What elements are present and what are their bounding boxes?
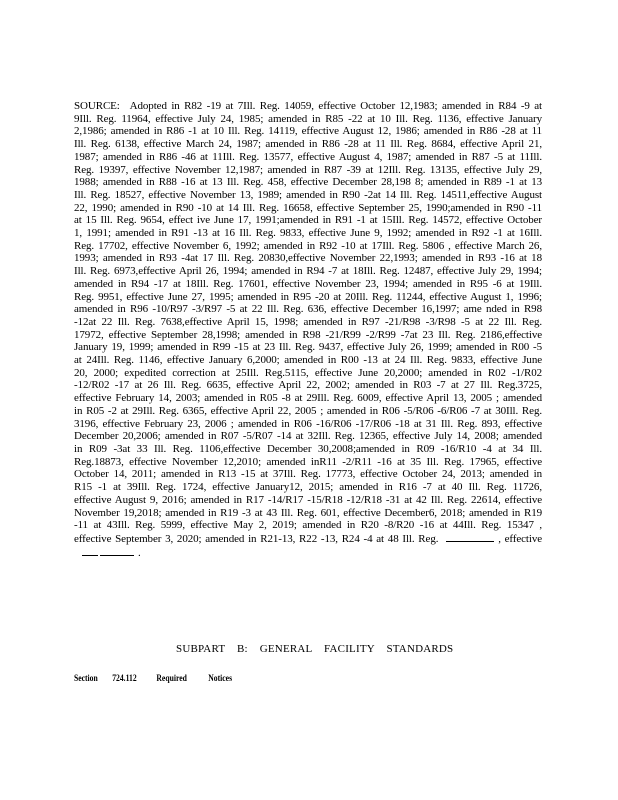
effective-date-blank-short (82, 546, 98, 556)
section-title-word-1: Required (156, 673, 187, 683)
subpart-heading: SUBPART B: GENERAL FACILITY STANDARDS (176, 643, 454, 655)
section-heading (0, 673, 525, 687)
section-label: Section (73, 673, 98, 683)
source-label: SOURCE: (74, 100, 120, 112)
source-tail-end: . (138, 546, 141, 559)
source-history-text: Adopted in R82 -19 at 7Ill. Reg. 14059, effective October 12,1983; amended in R84 -9 at 9Ill. Reg. 11964, effective July 24, 1985; amended in R85 -22 at 10 Ill. Reg. 1136, effective January 2,1986; amended in R86 -1 at 10 Ill. Reg. 14119, effective August 12, 1986; amended in R86 -28 at 11 Ill. Reg. 6138, effective March 24, 1987; amended in R86 -28 at 11 Ill. Reg. 8684, effective April 21, 1987; amended in R86 -46 at 11Ill. Reg. 13577, effective August 4, 1987; amended in R87 -5 at 11Ill. Reg. 19397, effective November 12,1987; amended in R87 -39 at 12Ill. Reg. 13135, effective July 29, 1988; amended in R88 -16 at 13 Ill. Reg. 458, effective December 28,198 8; amended in R89 -1 at 13 Ill. Reg. 18527, effective November 13, 1989; amended in R90 -2at 14 Ill. Reg. 14511,effective August 22, 1990; amended in R90 -10 at 14 Ill. Reg. 16658, effective September 25, 1990;amended in R90 -11 at 15 Ill. Reg. 9654, effect ive June 17, 1991;amended in R91 -1 at 15Ill. Reg. 14572, effective October 1, 1991; amended in R91 -13 at 16 Ill. Reg. 9833, effective June 9, 1992; amended in R92 -1 at 16Ill. Reg. 17702, effective November 6, 1992; amended in R92 -10 at 17Ill. Reg. 5806 , effective March 26, 1993; amended in R93 -4at 17 Ill. Reg. 20830,effective November 22,1993; amended in R93 -16 at 18 Ill. Reg. 6973,effective April 26, 1994; amended in R94 -7 at 18Ill. Reg. 12487, effective July 29, 1994; amended in R94 -17 at 18Ill. Reg. 17601, effective November 23, 1994; amended in R95 -6 at 19Ill. Reg. 9951, effective June 27, 1995; amended in R95 -20 at 20Ill. Reg. 11244, effective August 1, 1996; amended in R96 -10/R97 -3/R97 -5 at 22 Ill. Reg. 636, effective December 16,1997; ame nded in R98 -12at 22 Ill. Reg. 7638,effective April 15, 1998; amended in R97 -21/R98 -3/R98 -5 at 22 Ill. Reg. 17972, effective September 28,1998; amended in R98 -21/R99 -2/R99 -7at 23 Ill. Reg. 2186,effective January 19, 1999; amended in R99 -15 at 23 Ill. Reg. 9437, effective July 26, 1999; amended in R00 -5 at 24Ill. Reg. 1146, effective January 6,2000; amended in R00 -13 at 24 Ill. Reg. 9833, effective June 20, 2000; expedited correction at 25Ill. Reg.5115, effective June 20,2000; amended in R02 -1/R02 -12/R02 -17 at 26 Ill. Reg. 6635, effective April 22, 2002; amended in R03 -7 at 27 Ill. Reg.3725, effective February 14, 2003; amended in R05 -8 at 29Ill. Reg. 6009, effective April 13, 2005 ; amended in R05 -2 at 29Ill. Reg. 6365, effective April 22, 2005 ; amended in R06 -5/R06 -6/R06 -7 at 30Ill. Reg. 3196, effective February 23, 2006 ; amended in R06 -16/R06 -17/R06 -18 at 31 Ill. Reg. 893, effective December 20,2006; amended in R07 -5/R07 -14 at 32Ill. Reg. 12365, effective July 14, 2008; amended in R09 -3at 33 Ill. Reg. 1106,effective December 30,2008;amended in R09 -16/R10 -4 at 34 Ill. Reg.18873, effective November 12,2010; amended inR11 -2/R11 -16 at 35 Ill. Reg. 17965, effective October 14, 2011; amended in R13 -15 at 37Ill. Reg. 17773, effective October 24, 2013; amended in R15 -1 at 39Ill. Reg. 1724, effective January12, 2015; amended in R16 -7 at 40 Ill. Reg. 11726, effective August 9, 2016; amended in R17 -14/R17 -15/R18 -12/R18 -31 at 42 Ill. Reg. 22614, effective November 19,2018; amended in R19 -3 at 43 Ill. Reg. 601, effective December6, 2018; amended in R19 -11 at 43Ill. Reg. 5999, effective May 2, 2019; amended in R20 -8/R20 -16 at 44Ill. Reg. 15347 , effective September 3, 2020; amended in R21-13, R22 -13, R24 -4 at 48 Ill. Reg. (74, 100, 543, 545)
source-note (74, 100, 542, 559)
source-tail-effective: , effective (498, 532, 542, 545)
section-title-word-2: Notices (208, 673, 233, 683)
issue-citation-blank (446, 532, 494, 542)
section-number: 724.112 (112, 673, 137, 683)
effective-date-blank-long (100, 546, 134, 556)
